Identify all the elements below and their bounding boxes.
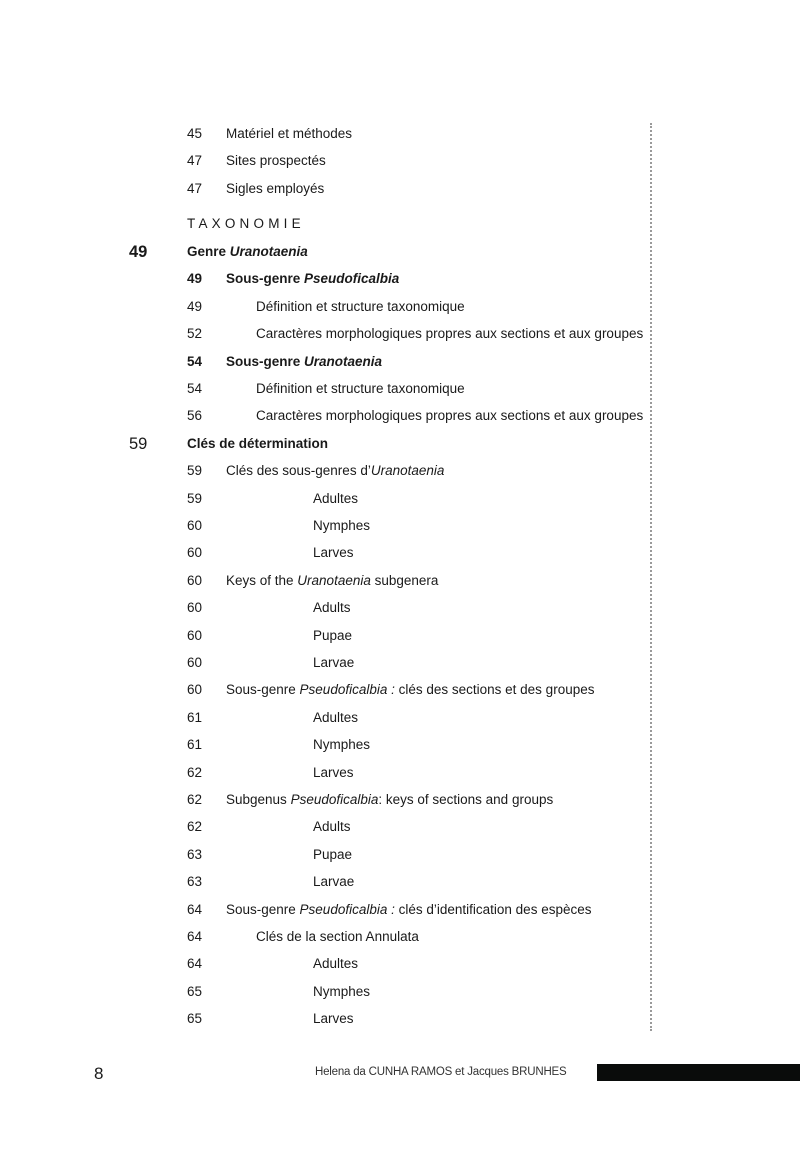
toc-entry[interactable] — [0, 405, 644, 427]
toc-entry-title: Larvae — [313, 874, 355, 890]
toc-page-number: 61 — [187, 737, 203, 753]
toc-entry[interactable] — [0, 871, 640, 893]
toc-entry-title: Sous-genre Pseudoficalbia : clés des sections et des groupes — [226, 682, 595, 698]
toc-entry[interactable] — [0, 762, 640, 784]
toc-entry[interactable] — [0, 570, 640, 592]
toc-entry-title: Genre Uranotaenia — [187, 244, 308, 259]
toc-entry[interactable] — [0, 378, 640, 400]
toc-entry-title: Larvae — [313, 655, 355, 670]
toc-entry[interactable] — [0, 123, 640, 145]
toc-page-number: 60 — [187, 655, 203, 670]
toc-page-number: 49 — [129, 243, 148, 261]
toc-entry-title: Matériel et méthodes — [226, 126, 353, 141]
toc-entry-title: Adultes — [313, 709, 359, 725]
toc-page-number: 60 — [187, 627, 203, 643]
toc-page-number: 59 — [187, 463, 203, 479]
toc-page-number: 49 — [187, 271, 203, 287]
toc-entry-title: Nymphes — [313, 737, 371, 753]
toc-entry[interactable] — [0, 150, 640, 172]
toc-entry-title: Définition et structure taxonomique — [256, 298, 465, 314]
toc-entry-title: Adults — [313, 819, 351, 835]
toc-entry[interactable] — [0, 679, 640, 701]
toc-page-number: 60 — [187, 682, 203, 698]
toc-page-number: 54 — [187, 353, 203, 369]
toc-entry[interactable] — [0, 178, 640, 200]
toc-entry-title: Nymphes — [313, 518, 371, 533]
toc-entry-title: Clés des sous-genres d’Uranotaenia — [226, 463, 445, 479]
toc-entry[interactable] — [0, 515, 640, 537]
toc-page-number: 60 — [187, 545, 203, 561]
toc-page-number: 60 — [187, 600, 203, 616]
toc-page-number: 64 — [187, 901, 203, 917]
toc-entry-title: Définition et structure taxonomique — [256, 381, 465, 396]
toc-entry-title: Keys of the Uranotaenia subgenera — [226, 572, 439, 588]
footer-authors: Helena da CUNHA RAMOS et Jacques BRUNHES — [315, 1066, 567, 1078]
toc-page-number: 60 — [187, 518, 203, 533]
toc-page-number: 65 — [187, 983, 203, 999]
toc-entry[interactable] — [0, 542, 640, 564]
toc-page-number: 65 — [187, 1011, 203, 1027]
toc-entry-title: Pupae — [313, 846, 353, 862]
toc-page-number: 62 — [187, 819, 203, 835]
toc-entry[interactable] — [0, 351, 640, 373]
toc-page-number: 59 — [129, 434, 148, 453]
toc-entry-title: Larves — [313, 764, 354, 780]
section-heading-taxonomie: TAXONOMIE — [187, 216, 305, 231]
toc-page-number: 61 — [187, 709, 203, 725]
footer-page-number: 8 — [94, 1064, 104, 1083]
toc-entry[interactable] — [0, 953, 640, 975]
toc-entry-title: Caractères morphologiques propres aux sections et aux groupes — [256, 408, 644, 424]
toc-page-number: 49 — [187, 298, 203, 314]
toc-entry-title: Clés de détermination — [187, 435, 329, 451]
toc-entry[interactable] — [0, 433, 640, 455]
dotted-margin-rule — [650, 123, 652, 1031]
toc-entry[interactable] — [0, 241, 640, 263]
toc-entry[interactable] — [0, 625, 640, 647]
toc-entry[interactable] — [0, 460, 640, 482]
toc-page-number: 47 — [187, 153, 203, 169]
footer-black-bar — [597, 1064, 800, 1081]
toc-entry[interactable] — [0, 707, 640, 729]
toc-entry-title: Pupae — [313, 627, 353, 643]
toc-page-number: 64 — [187, 929, 203, 944]
toc-page-number: 62 — [187, 792, 203, 807]
toc-entry[interactable] — [0, 597, 640, 619]
toc-page-number: 47 — [187, 180, 203, 196]
toc-page-number: 59 — [187, 490, 203, 506]
toc-entry-title: Adults — [313, 600, 351, 616]
toc-entry-title: Adultes — [313, 490, 359, 506]
toc-entry-title: Clés de la section Annulata — [256, 929, 419, 944]
toc-entry[interactable] — [0, 1008, 640, 1030]
toc-entry[interactable] — [0, 789, 640, 811]
toc-page-number: 62 — [187, 764, 203, 780]
toc-entry-title: Nymphes — [313, 983, 371, 999]
toc-entry[interactable] — [0, 323, 644, 345]
toc-entry[interactable] — [0, 734, 640, 756]
toc-entry[interactable] — [0, 899, 640, 921]
toc-page-number: 63 — [187, 874, 203, 890]
toc-page-number: 45 — [187, 126, 203, 141]
toc-entry[interactable] — [0, 816, 640, 838]
toc-entry-title: Sigles employés — [226, 180, 325, 196]
toc-entry-title: Sous-genre Pseudoficalbia — [226, 271, 400, 287]
toc-entry-title: Caractères morphologiques propres aux sections et aux groupes — [256, 326, 644, 342]
toc-entry[interactable] — [0, 268, 640, 290]
toc-entry[interactable] — [0, 652, 640, 674]
toc-page-number: 63 — [187, 846, 203, 862]
toc-entry-title: Larves — [313, 545, 354, 561]
toc-entry[interactable] — [0, 981, 640, 1003]
toc-entry-title: Sites prospectés — [226, 153, 326, 169]
toc-entry[interactable] — [0, 844, 640, 866]
toc-entry-title: Subgenus Pseudoficalbia: keys of sections and groups — [226, 792, 554, 807]
toc-entry[interactable] — [0, 926, 640, 948]
toc-entry-title: Adultes — [313, 956, 359, 972]
toc-page-number: 52 — [187, 326, 203, 342]
toc-entry-title: Sous-genre Uranotaenia — [226, 353, 383, 369]
toc-page-number: 60 — [187, 572, 203, 588]
toc-entry[interactable] — [0, 296, 640, 318]
toc-page-number: 54 — [187, 381, 203, 396]
toc-entry[interactable] — [0, 488, 640, 510]
toc-entry-title: Sous-genre Pseudoficalbia : clés d’identification des espèces — [226, 901, 592, 917]
toc-page-number: 64 — [187, 956, 203, 972]
toc-page-number: 56 — [187, 408, 203, 424]
toc-entry-title: Larves — [313, 1011, 354, 1027]
